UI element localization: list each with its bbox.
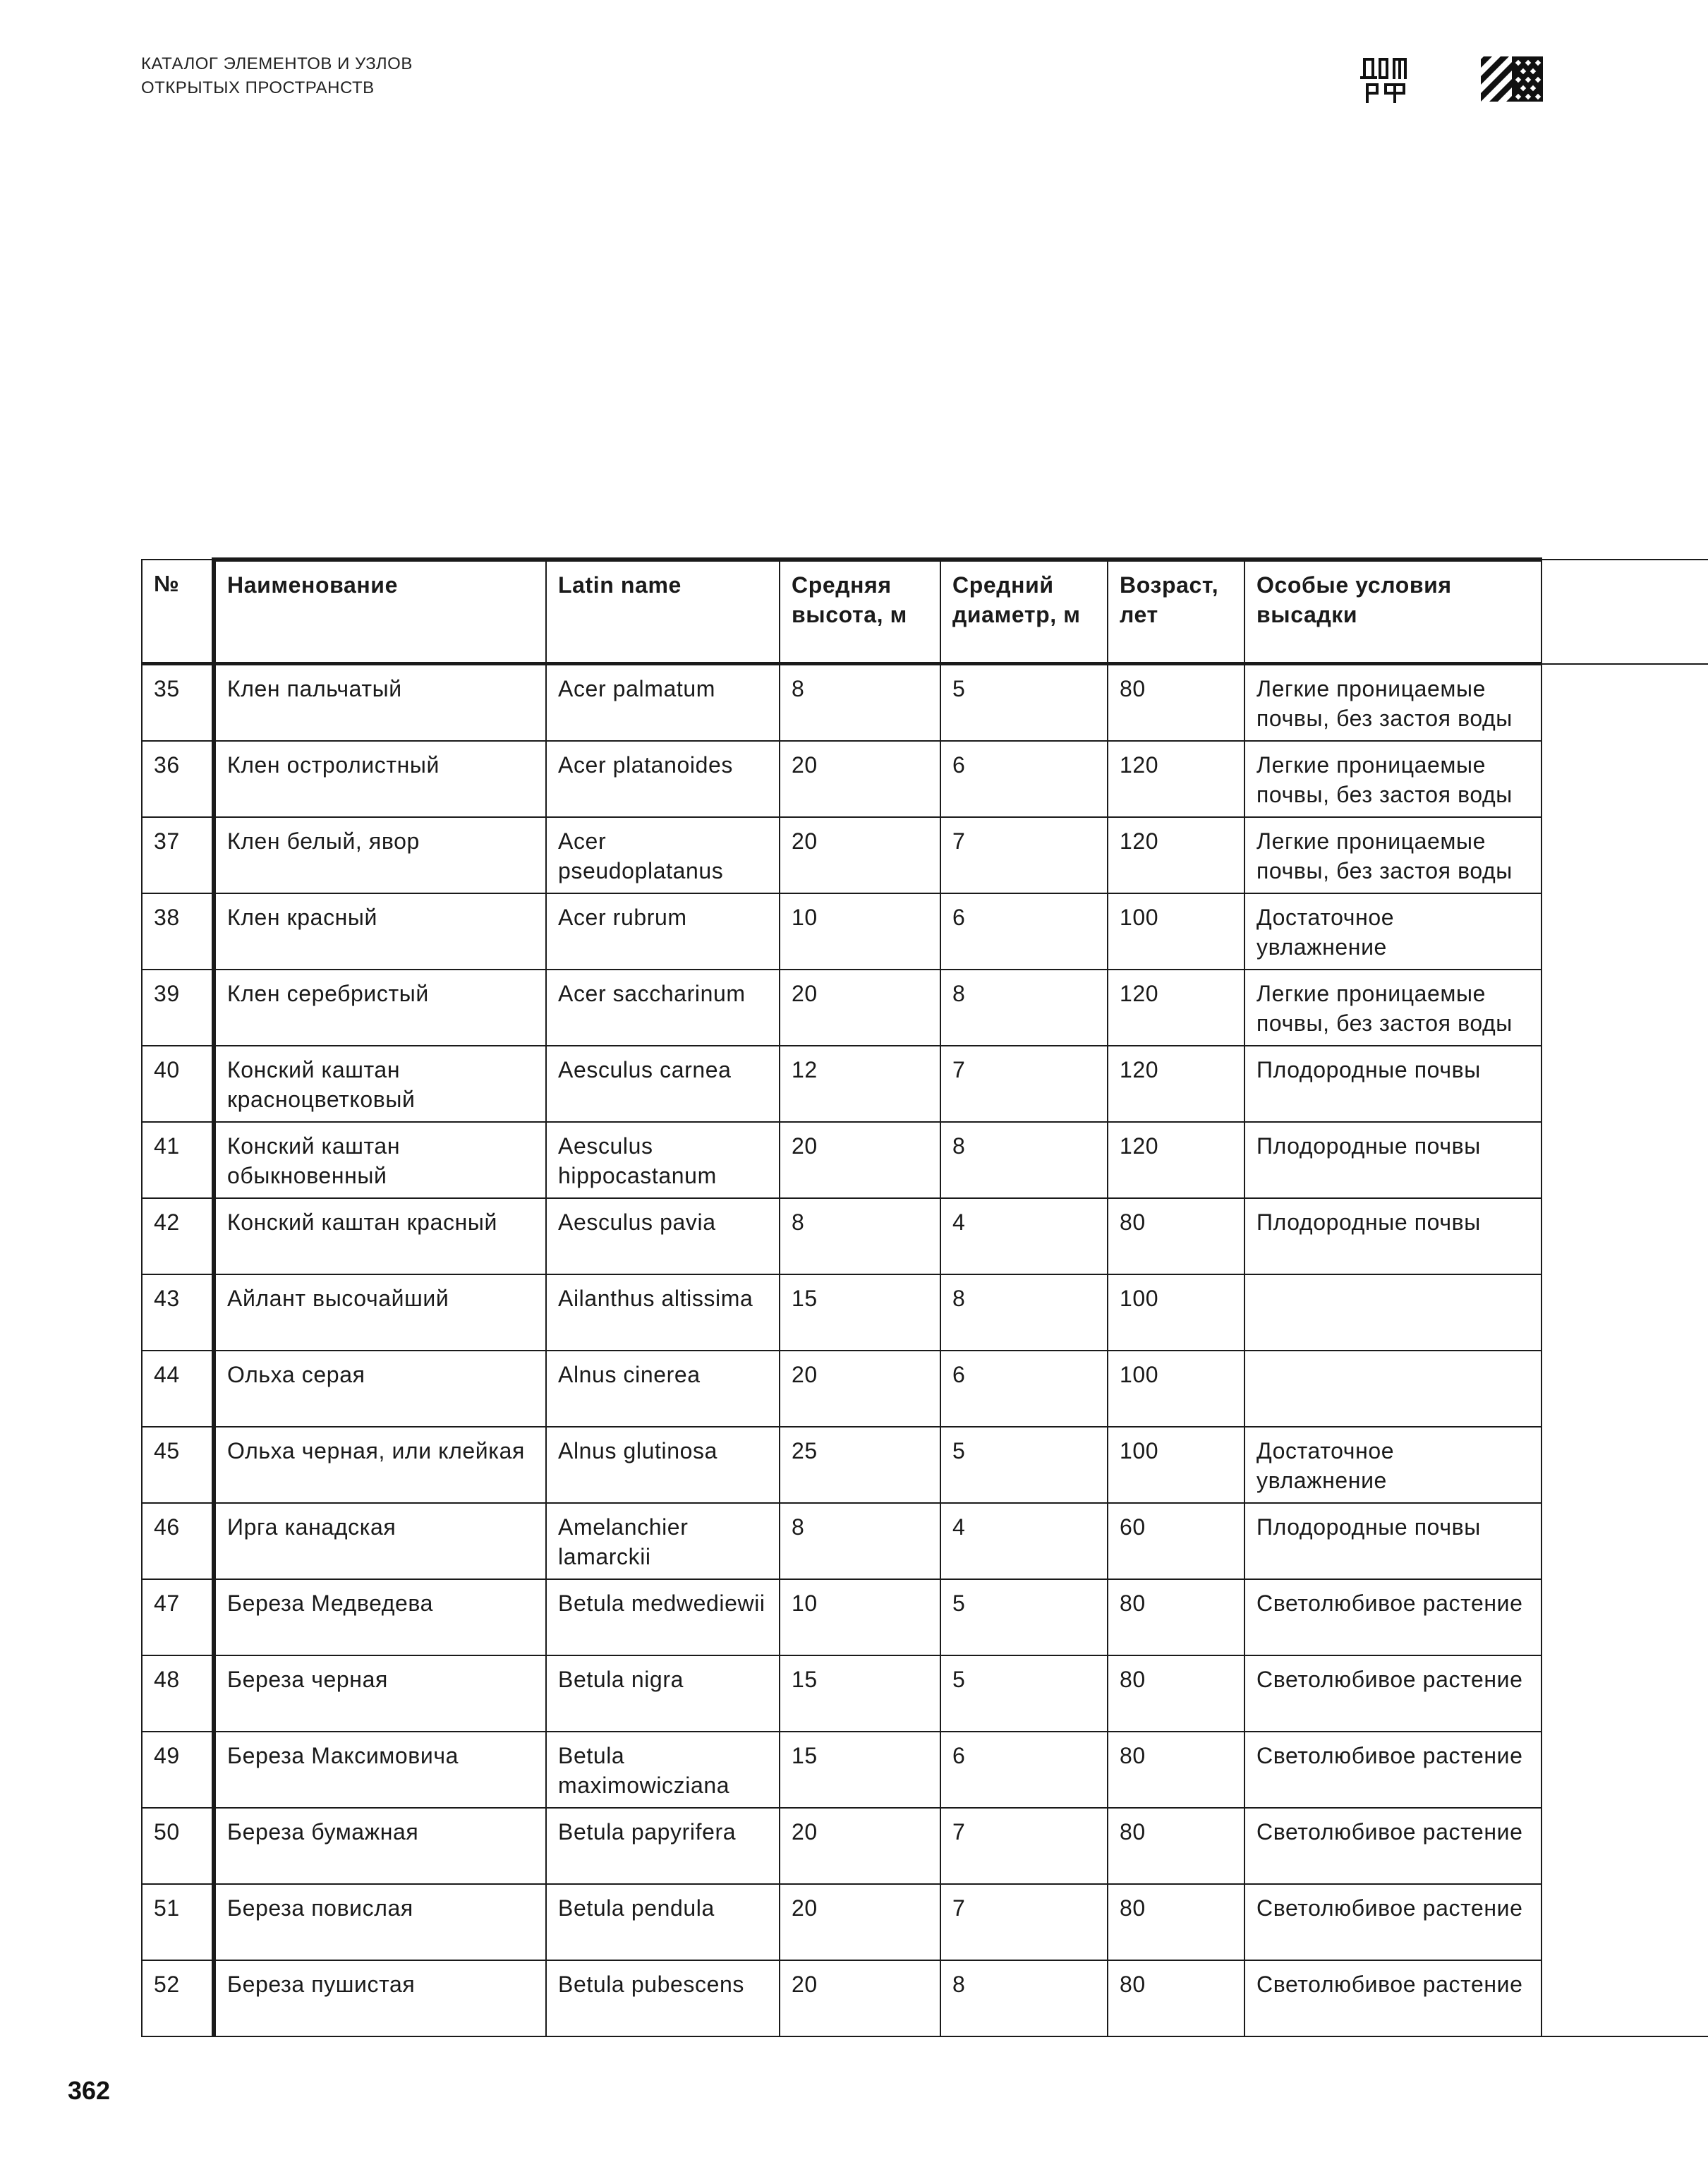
cell-name: Береза Максимовича xyxy=(214,1732,546,1808)
cell-diameter: 7 xyxy=(940,1884,1108,1960)
cell-height: 20 xyxy=(780,1960,940,2036)
cell-age: 80 xyxy=(1108,1808,1244,1884)
cell-conditions: Легкие проницаемые почвы, без застоя воды xyxy=(1244,664,1542,742)
cell-age: 60 xyxy=(1108,1503,1244,1579)
cell-height: 15 xyxy=(780,1655,940,1732)
cell-extra xyxy=(1542,1503,1708,1579)
table-row xyxy=(142,817,1708,893)
cell-age: 100 xyxy=(1108,893,1244,970)
cell-height: 25 xyxy=(780,1427,940,1503)
cell-height: 20 xyxy=(780,970,940,1046)
cell-height: 20 xyxy=(780,741,940,817)
cell-num: 47 xyxy=(142,1579,214,1655)
cell-num: 51 xyxy=(142,1884,214,1960)
cell-conditions: Светолюбивое растение xyxy=(1244,1960,1542,2036)
cell-age: 80 xyxy=(1108,664,1244,742)
cell-num: 38 xyxy=(142,893,214,970)
cell-height: 15 xyxy=(780,1732,940,1808)
cell-num: 40 xyxy=(142,1046,214,1122)
cell-conditions: Светолюбивое растение xyxy=(1244,1884,1542,1960)
cell-name: Береза бумажная xyxy=(214,1808,546,1884)
table-row xyxy=(142,1579,1708,1655)
cell-extra xyxy=(1542,817,1708,893)
table-row xyxy=(142,1427,1708,1503)
cell-extra xyxy=(1542,1808,1708,1884)
cell-name: Ольха черная, или клейкая xyxy=(214,1427,546,1503)
cell-num: 50 xyxy=(142,1808,214,1884)
cell-extra xyxy=(1542,1884,1708,1960)
cell-extra xyxy=(1542,1046,1708,1122)
cell-height: 20 xyxy=(780,1351,940,1427)
table-row xyxy=(142,1732,1708,1808)
cell-extra xyxy=(1542,1960,1708,2036)
cell-extra xyxy=(1542,970,1708,1046)
cell-name: Ольха серая xyxy=(214,1351,546,1427)
cell-extra xyxy=(1542,741,1708,817)
cell-diameter: 6 xyxy=(940,893,1108,970)
column-header-number: № xyxy=(142,560,214,664)
dom-rf-logo xyxy=(1360,56,1410,103)
cell-num: 48 xyxy=(142,1655,214,1732)
cell-extra xyxy=(1542,893,1708,970)
cell-diameter: 6 xyxy=(940,1351,1108,1427)
cell-diameter: 4 xyxy=(940,1503,1108,1579)
catalog-title-line2: ОТКРЫТЫХ ПРОСТРАНСТВ xyxy=(141,78,375,97)
cell-num: 37 xyxy=(142,817,214,893)
cell-latin: Aesculus hippocastanum xyxy=(546,1122,780,1198)
cell-conditions xyxy=(1244,1351,1542,1427)
cell-height: 20 xyxy=(780,1808,940,1884)
cell-latin: Acer rubrum xyxy=(546,893,780,970)
cell-age: 120 xyxy=(1108,817,1244,893)
table-row xyxy=(142,1808,1708,1884)
cell-age: 80 xyxy=(1108,1960,1244,2036)
column-header-age: Возраст, лет xyxy=(1108,560,1244,664)
cell-age: 120 xyxy=(1108,970,1244,1046)
cell-age: 80 xyxy=(1108,1655,1244,1732)
cell-diameter: 5 xyxy=(940,1427,1108,1503)
table-row xyxy=(142,741,1708,817)
cell-name: Береза Медведева xyxy=(214,1579,546,1655)
cell-conditions: Плодородные почвы xyxy=(1244,1046,1542,1122)
column-header-extra xyxy=(1542,560,1708,664)
cell-height: 8 xyxy=(780,664,940,742)
pattern-logo xyxy=(1481,56,1543,102)
table-row xyxy=(142,893,1708,970)
plant-catalog-table xyxy=(141,557,1708,2037)
cell-latin: Aesculus carnea xyxy=(546,1046,780,1122)
cell-age: 100 xyxy=(1108,1274,1244,1351)
cell-name: Береза повислая xyxy=(214,1884,546,1960)
cell-diameter: 7 xyxy=(940,1808,1108,1884)
cell-latin: Ailanthus altissima xyxy=(546,1274,780,1351)
cell-age: 100 xyxy=(1108,1427,1244,1503)
cell-extra xyxy=(1542,664,1708,742)
cell-latin: Alnus glutinosa xyxy=(546,1427,780,1503)
cell-age: 120 xyxy=(1108,1046,1244,1122)
cell-num: 45 xyxy=(142,1427,214,1503)
cell-age: 120 xyxy=(1108,1122,1244,1198)
cell-conditions: Плодородные почвы xyxy=(1244,1122,1542,1198)
cell-diameter: 5 xyxy=(940,1655,1108,1732)
table-row xyxy=(142,1960,1708,2036)
table-row xyxy=(142,970,1708,1046)
cell-latin: Betula medwediewii xyxy=(546,1579,780,1655)
cell-height: 8 xyxy=(780,1198,940,1274)
cell-extra xyxy=(1542,1732,1708,1808)
cell-extra xyxy=(1542,1274,1708,1351)
cell-diameter: 5 xyxy=(940,664,1108,742)
table-row xyxy=(142,1503,1708,1579)
cell-name: Клен красный xyxy=(214,893,546,970)
cell-age: 120 xyxy=(1108,741,1244,817)
cell-age: 80 xyxy=(1108,1732,1244,1808)
cell-conditions: Достаточное увлажнение xyxy=(1244,1427,1542,1503)
cell-conditions: Светолюбивое растение xyxy=(1244,1808,1542,1884)
table-row xyxy=(142,664,1708,742)
cell-latin: Acer palmatum xyxy=(546,664,780,742)
cell-age: 80 xyxy=(1108,1198,1244,1274)
cell-latin: Amelanchier lamarckii xyxy=(546,1503,780,1579)
cell-extra xyxy=(1542,1655,1708,1732)
page-number: 362 xyxy=(68,2076,111,2105)
cell-num: 36 xyxy=(142,741,214,817)
cell-height: 15 xyxy=(780,1274,940,1351)
cell-name: Клен пальчатый xyxy=(214,664,546,742)
cell-conditions: Плодородные почвы xyxy=(1244,1503,1542,1579)
cell-num: 42 xyxy=(142,1198,214,1274)
cell-diameter: 8 xyxy=(940,970,1108,1046)
cell-num: 43 xyxy=(142,1274,214,1351)
cell-diameter: 6 xyxy=(940,741,1108,817)
cell-latin: Betula pendula xyxy=(546,1884,780,1960)
cell-latin: Aesculus pavia xyxy=(546,1198,780,1274)
cell-conditions: Светолюбивое растение xyxy=(1244,1732,1542,1808)
cell-height: 20 xyxy=(780,817,940,893)
cell-height: 20 xyxy=(780,1122,940,1198)
cell-extra xyxy=(1542,1122,1708,1198)
cell-conditions: Достаточное увлажнение xyxy=(1244,893,1542,970)
cell-conditions: Светолюбивое растение xyxy=(1244,1655,1542,1732)
column-header-height: Средняя высота, м xyxy=(780,560,940,664)
cell-latin: Acer platanoides xyxy=(546,741,780,817)
table-row xyxy=(142,1046,1708,1122)
cell-latin: Betula nigra xyxy=(546,1655,780,1732)
table-row xyxy=(142,1274,1708,1351)
cell-name: Конский каштан красный xyxy=(214,1198,546,1274)
cell-latin: Betula maximowicziana xyxy=(546,1732,780,1808)
table-row xyxy=(142,1198,1708,1274)
column-header-name: Наименование xyxy=(214,560,546,664)
catalog-title xyxy=(141,52,413,100)
column-header-conditions: Особые условия высадки xyxy=(1244,560,1542,664)
cell-num: 46 xyxy=(142,1503,214,1579)
cell-conditions: Легкие проницаемые почвы, без застоя воды xyxy=(1244,970,1542,1046)
cell-height: 8 xyxy=(780,1503,940,1579)
table-body xyxy=(142,664,1708,2037)
table-row xyxy=(142,1655,1708,1732)
cell-age: 80 xyxy=(1108,1884,1244,1960)
cell-diameter: 8 xyxy=(940,1274,1108,1351)
cell-age: 100 xyxy=(1108,1351,1244,1427)
cell-height: 12 xyxy=(780,1046,940,1122)
cell-name: Конский каштан красноцветковый xyxy=(214,1046,546,1122)
cell-name: Клен серебристый xyxy=(214,970,546,1046)
cell-extra xyxy=(1542,1427,1708,1503)
cell-name: Конский каштан обыкновенный xyxy=(214,1122,546,1198)
cell-height: 10 xyxy=(780,1579,940,1655)
cell-height: 20 xyxy=(780,1884,940,1960)
cell-num: 35 xyxy=(142,664,214,742)
cell-conditions: Светолюбивое растение xyxy=(1244,1579,1542,1655)
cell-diameter: 5 xyxy=(940,1579,1108,1655)
cell-diameter: 4 xyxy=(940,1198,1108,1274)
cell-num: 52 xyxy=(142,1960,214,2036)
cell-extra xyxy=(1542,1579,1708,1655)
cell-name: Береза черная xyxy=(214,1655,546,1732)
column-header-latin: Latin name xyxy=(546,560,780,664)
column-header-diameter: Средний диаметр, м xyxy=(940,560,1108,664)
table-row xyxy=(142,1351,1708,1427)
cell-diameter: 6 xyxy=(940,1732,1108,1808)
cell-name: Клен остролистный xyxy=(214,741,546,817)
cell-num: 49 xyxy=(142,1732,214,1808)
cell-latin: Betula papyrifera xyxy=(546,1808,780,1884)
cell-conditions xyxy=(1244,1274,1542,1351)
cell-latin: Acer pseudoplatanus xyxy=(546,817,780,893)
cell-name: Береза пушистая xyxy=(214,1960,546,2036)
cell-num: 41 xyxy=(142,1122,214,1198)
table-row xyxy=(142,1122,1708,1198)
cell-latin: Alnus cinerea xyxy=(546,1351,780,1427)
cell-name: Айлант высочайший xyxy=(214,1274,546,1351)
cell-height: 10 xyxy=(780,893,940,970)
cell-extra xyxy=(1542,1351,1708,1427)
cell-latin: Betula pubescens xyxy=(546,1960,780,2036)
cell-conditions: Легкие проницаемые почвы, без застоя воды xyxy=(1244,741,1542,817)
cell-diameter: 7 xyxy=(940,817,1108,893)
cell-conditions: Плодородные почвы xyxy=(1244,1198,1542,1274)
cell-diameter: 8 xyxy=(940,1122,1108,1198)
cell-name: Клен белый, явор xyxy=(214,817,546,893)
cell-name: Ирга канадская xyxy=(214,1503,546,1579)
cell-extra xyxy=(1542,1198,1708,1274)
cell-conditions: Легкие проницаемые почвы, без застоя воды xyxy=(1244,817,1542,893)
table-header-row xyxy=(142,560,1708,664)
cell-num: 39 xyxy=(142,970,214,1046)
cell-num: 44 xyxy=(142,1351,214,1427)
cell-age: 80 xyxy=(1108,1579,1244,1655)
cell-diameter: 7 xyxy=(940,1046,1108,1122)
cell-diameter: 8 xyxy=(940,1960,1108,2036)
table-row xyxy=(142,1884,1708,1960)
catalog-title-line1: КАТАЛОГ ЭЛЕМЕНТОВ И УЗЛОВ xyxy=(141,54,413,73)
cell-latin: Acer saccharinum xyxy=(546,970,780,1046)
